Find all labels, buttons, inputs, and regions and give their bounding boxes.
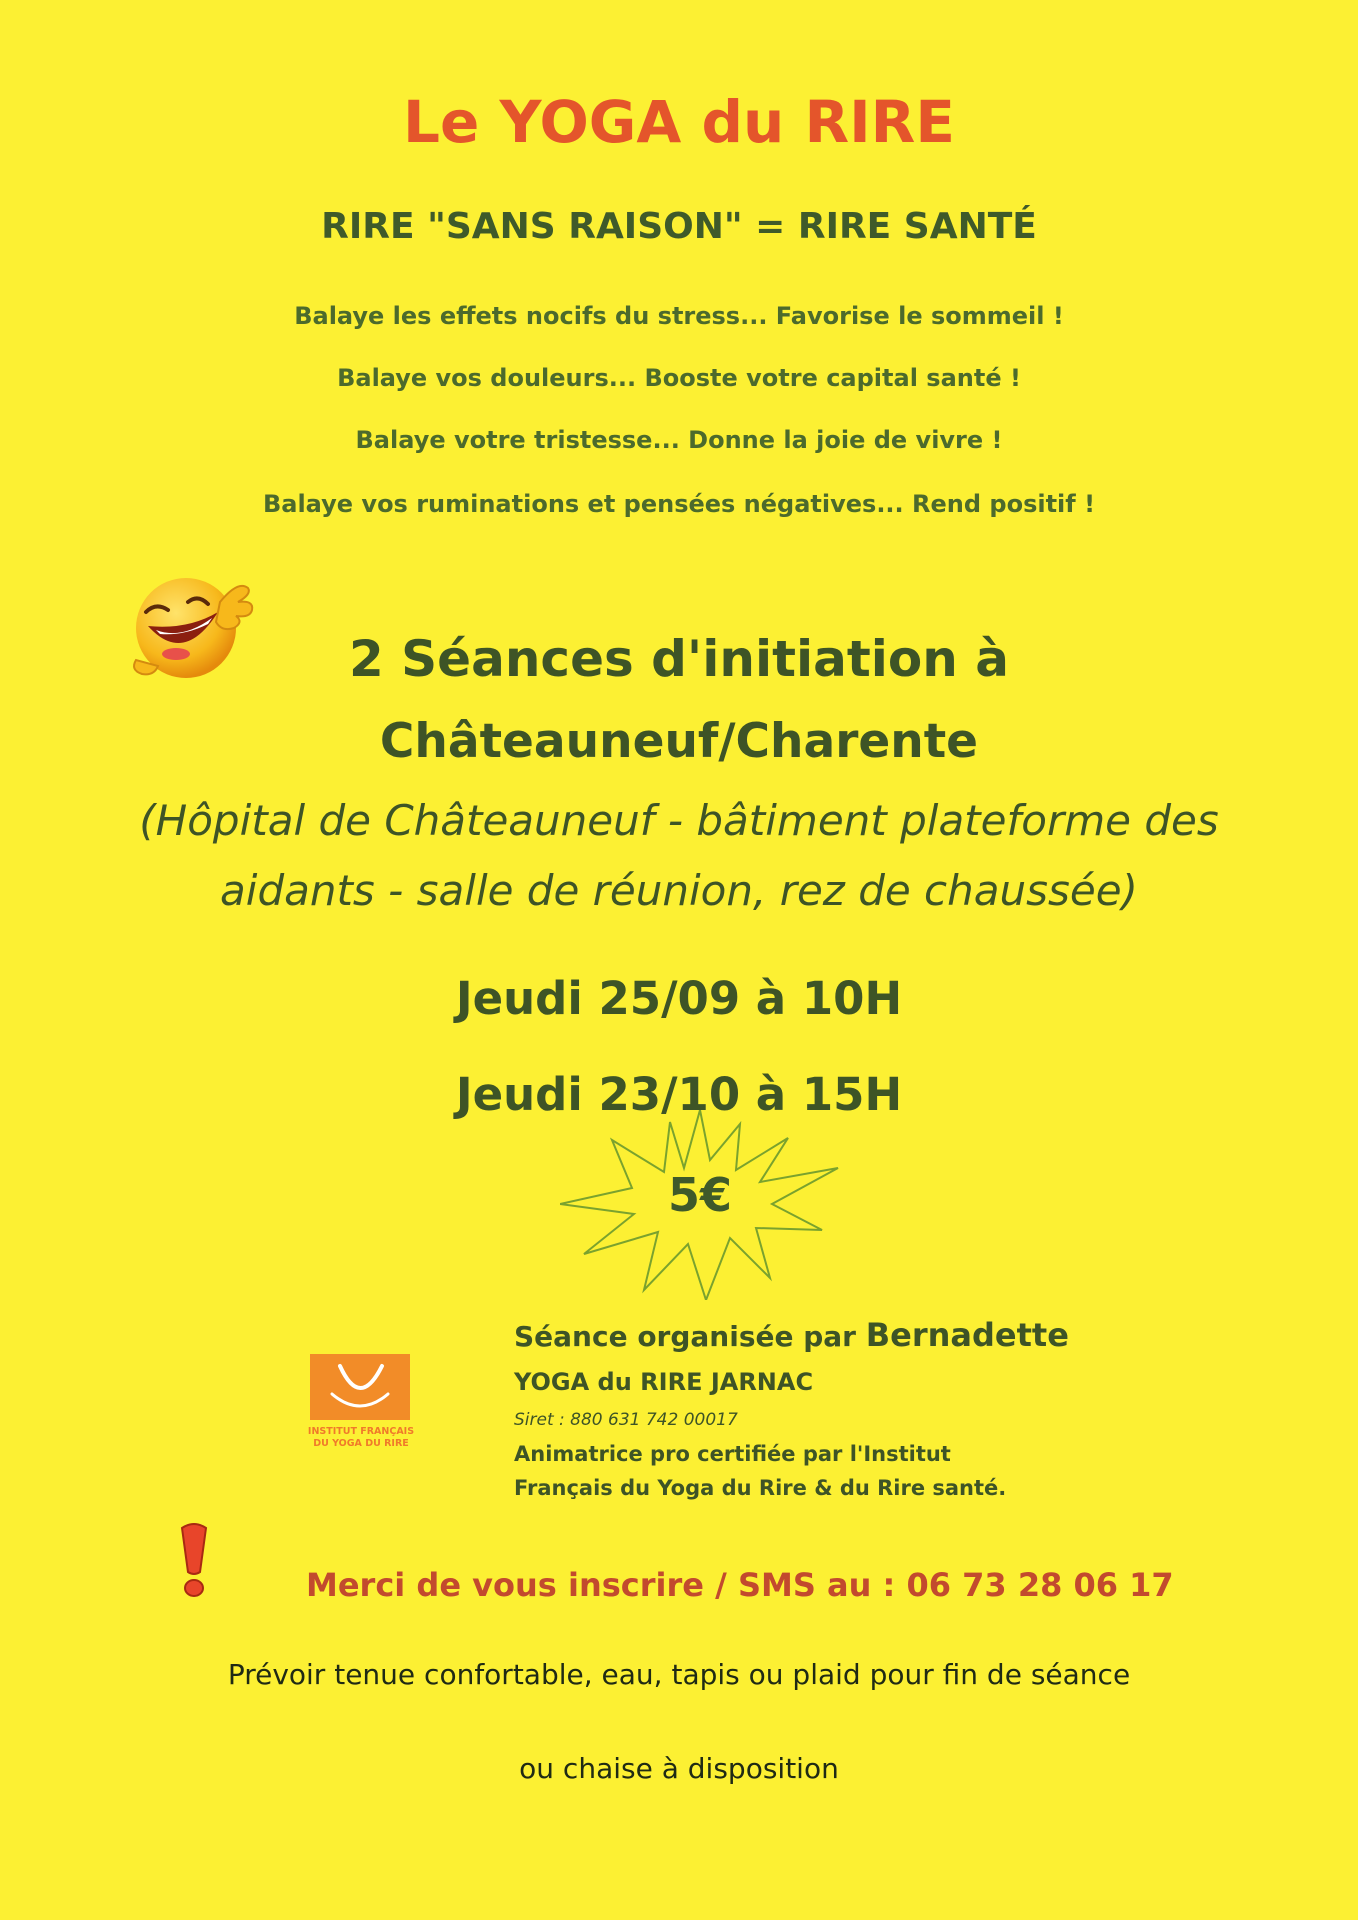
logo-caption-line: DU YOGA DU RIRE <box>313 1438 409 1449</box>
certification-text: Français du Yoga du Rire & du Rire santé. <box>514 1476 1007 1500</box>
town-heading: Châteauneuf/Charente <box>379 714 979 769</box>
flyer-subtitle: RIRE "SANS RAISON" = RIRE SANTÉ <box>321 206 1037 247</box>
benefit-item: Balaye vos douleurs... Booste votre capital santé ! <box>337 364 1021 392</box>
benefit-item: Balaye les effets nocifs du stress... Favorise le sommeil ! <box>294 302 1064 330</box>
bring-note: Prévoir tenue confortable, eau, tapis ou plaid pour fin de séance <box>227 1658 1131 1691</box>
exclamation-icon <box>174 1520 214 1600</box>
venue-line: aidants - salle de réunion, rez de chaussée) <box>220 866 1138 915</box>
logo-caption-line: INSTITUT FRANÇAIS <box>307 1426 415 1437</box>
initiation-heading: 2 Séances d'initiation à <box>348 630 1010 688</box>
organizer-line <box>514 1316 1069 1354</box>
organizer-name: Bernadette <box>865 1316 1069 1354</box>
logo-box <box>310 1354 410 1420</box>
benefit-item: Balaye vos ruminations et pensées négatives... Rend positif ! <box>262 490 1096 518</box>
price-badge <box>560 1110 840 1300</box>
institut-logo-icon <box>278 1354 444 1466</box>
venue-line: (Hôpital de Châteauneuf - bâtiment plateforme des <box>139 796 1219 845</box>
signup-text: Merci de vous inscrire / SMS au : 06 73 28 06 17 <box>306 1566 1174 1604</box>
logo-caption <box>278 1426 444 1450</box>
bring-note: ou chaise à disposition <box>519 1752 839 1785</box>
club-name: YOGA du RIRE JARNAC <box>514 1368 814 1396</box>
organizer-prefix: Séance organisée par <box>514 1320 866 1353</box>
benefit-item: Balaye votre tristesse... Donne la joie de vivre ! <box>355 426 1003 454</box>
siret-text: Siret : 880 631 742 00017 <box>514 1410 738 1430</box>
flyer-title: Le YOGA du RIRE <box>403 88 955 156</box>
session-date: Jeudi 23/10 à 15H <box>455 1068 903 1121</box>
certification-text: Animatrice pro certifiée par l'Institut <box>514 1442 951 1466</box>
session-date: Jeudi 25/09 à 10H <box>455 972 903 1025</box>
price-value: 5€ <box>667 1168 732 1222</box>
venue-text <box>0 786 1358 926</box>
